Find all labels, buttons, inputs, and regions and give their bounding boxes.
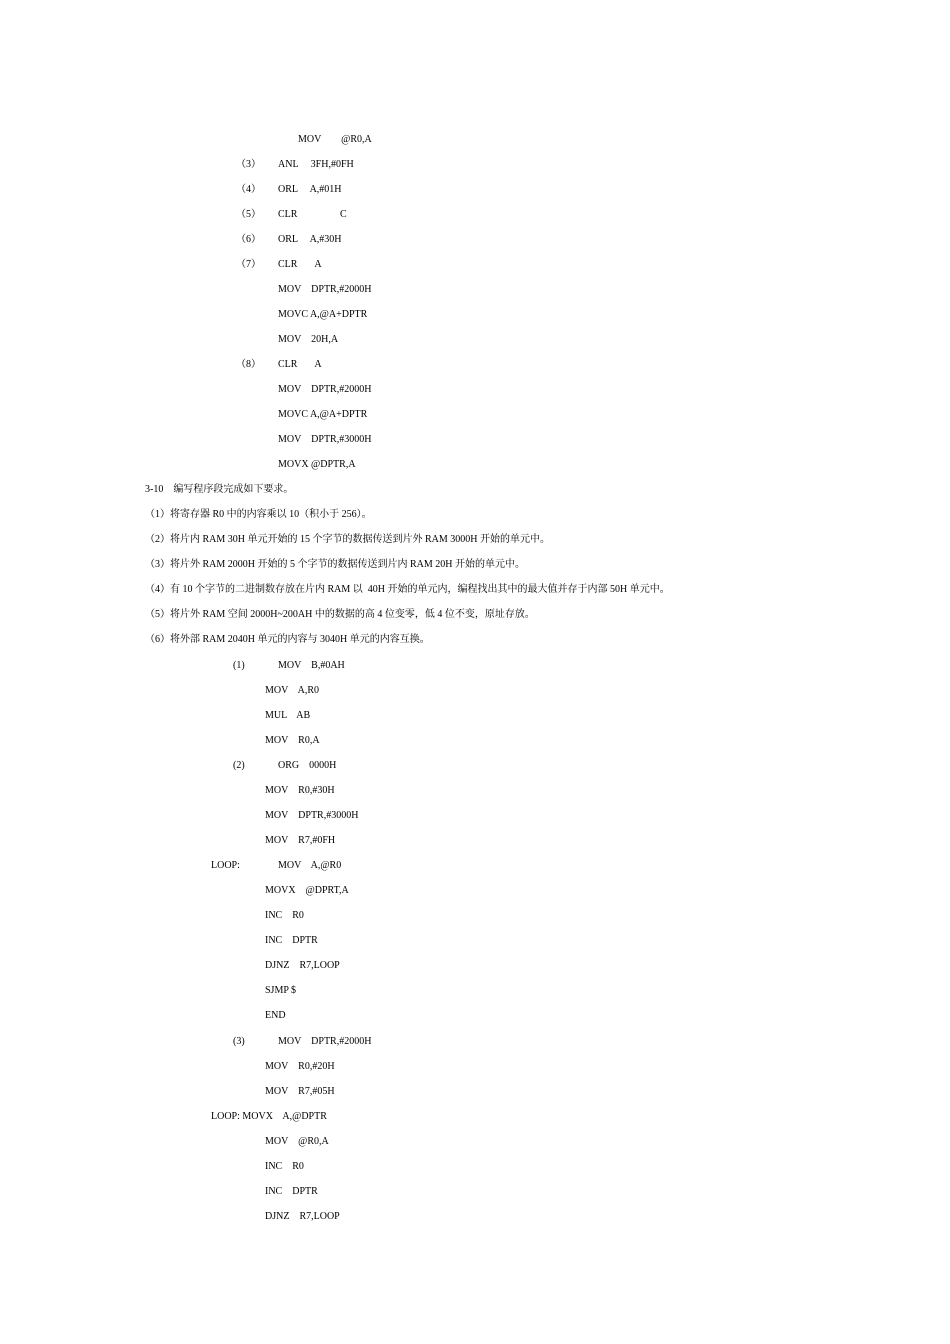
code-line: DJNZ R7,LOOP [265, 1211, 340, 1222]
answer-label: (1) [233, 660, 245, 671]
code-line: MOV DPTR,#2000H [278, 1036, 372, 1047]
requirement-item: （5）将片外 RAM 空间 2000H~200AH 中的数据的高 4 位变零，低 4 位不变，原址存放。 [145, 609, 535, 620]
code-line: MOVC A,@A+DPTR [278, 309, 368, 320]
code-line: ORG 0000H [278, 760, 337, 771]
code-line: END [265, 1010, 286, 1021]
section-heading: 3-10 编写程序段完成如下要求。 [145, 484, 294, 495]
code-line: ANL 3FH,#0FH [278, 159, 354, 170]
code-line: MOVX @DPTR,A [278, 459, 356, 470]
requirement-item: （6）将外部 RAM 2040H 单元的内容与 3040H 单元的内容互换。 [145, 634, 430, 645]
code-line: MOV B,#0AH [278, 660, 345, 671]
code-line: LOOP: MOVX A,@DPTR [211, 1111, 327, 1122]
code-line: INC DPTR [265, 935, 318, 946]
code-line: INC DPTR [265, 1186, 318, 1197]
code-line: INC R0 [265, 1161, 304, 1172]
code-line: ORL A,#30H [278, 234, 342, 245]
answer-label: (3) [233, 1036, 245, 1047]
code-line: MOV @R0,A [298, 134, 372, 145]
item-label: （5） [236, 209, 261, 220]
code-line: MOV DPTR,#3000H [278, 434, 372, 445]
code-line: MOV 20H,A [278, 334, 339, 345]
answer-label: (2) [233, 760, 245, 771]
code-line: MOV R7,#05H [265, 1086, 335, 1097]
requirement-item: （2）将片内 RAM 30H 单元开始的 15 个字节的数据传送到片外 RAM 3000H 开始的单元中。 [145, 534, 551, 545]
code-line: MOV R0,#30H [265, 785, 335, 796]
code-line: MOV R0,#20H [265, 1061, 335, 1072]
code-line: CLR A [278, 259, 322, 270]
code-line: MOV R0,A [265, 735, 320, 746]
item-label: （3） [236, 159, 261, 170]
requirement-item: （1）将寄存器 R0 中的内容乘以 10（积小于 256）。 [145, 509, 372, 520]
item-label: （8） [236, 359, 261, 370]
code-line: MOV DPTR,#2000H [278, 384, 372, 395]
item-label: （4） [236, 184, 261, 195]
code-line: MOV A,@R0 [278, 860, 342, 871]
code-line: MOV @R0,A [265, 1136, 329, 1147]
item-label: （7） [236, 259, 261, 270]
code-line: DJNZ R7,LOOP [265, 960, 340, 971]
code-line: CLR A [278, 359, 322, 370]
loop-label: LOOP: [211, 860, 240, 871]
code-line: MOV DPTR,#2000H [278, 284, 372, 295]
code-line: INC R0 [265, 910, 304, 921]
code-line: CLR C [278, 209, 347, 220]
code-line: MOVC A,@A+DPTR [278, 409, 368, 420]
item-label: （6） [236, 234, 261, 245]
code-line: MOVX @DPRT,A [265, 885, 349, 896]
requirement-item: （3）将片外 RAM 2000H 开始的 5 个字节的数据传送到片内 RAM 20H 开始的单元中。 [145, 559, 526, 570]
code-line: MUL AB [265, 710, 311, 721]
code-line: MOV R7,#0FH [265, 835, 336, 846]
code-line: ORL A,#01H [278, 184, 342, 195]
requirement-item: （4）有 10 个字节的二进制数存放在片内 RAM 以 40H 开始的单元内，编程找出其中的最大值并存于内部 50H 单元中。 [145, 584, 670, 595]
code-line: MOV DPTR,#3000H [265, 810, 359, 821]
code-line: MOV A,R0 [265, 685, 319, 696]
code-line: SJMP $ [265, 985, 297, 996]
